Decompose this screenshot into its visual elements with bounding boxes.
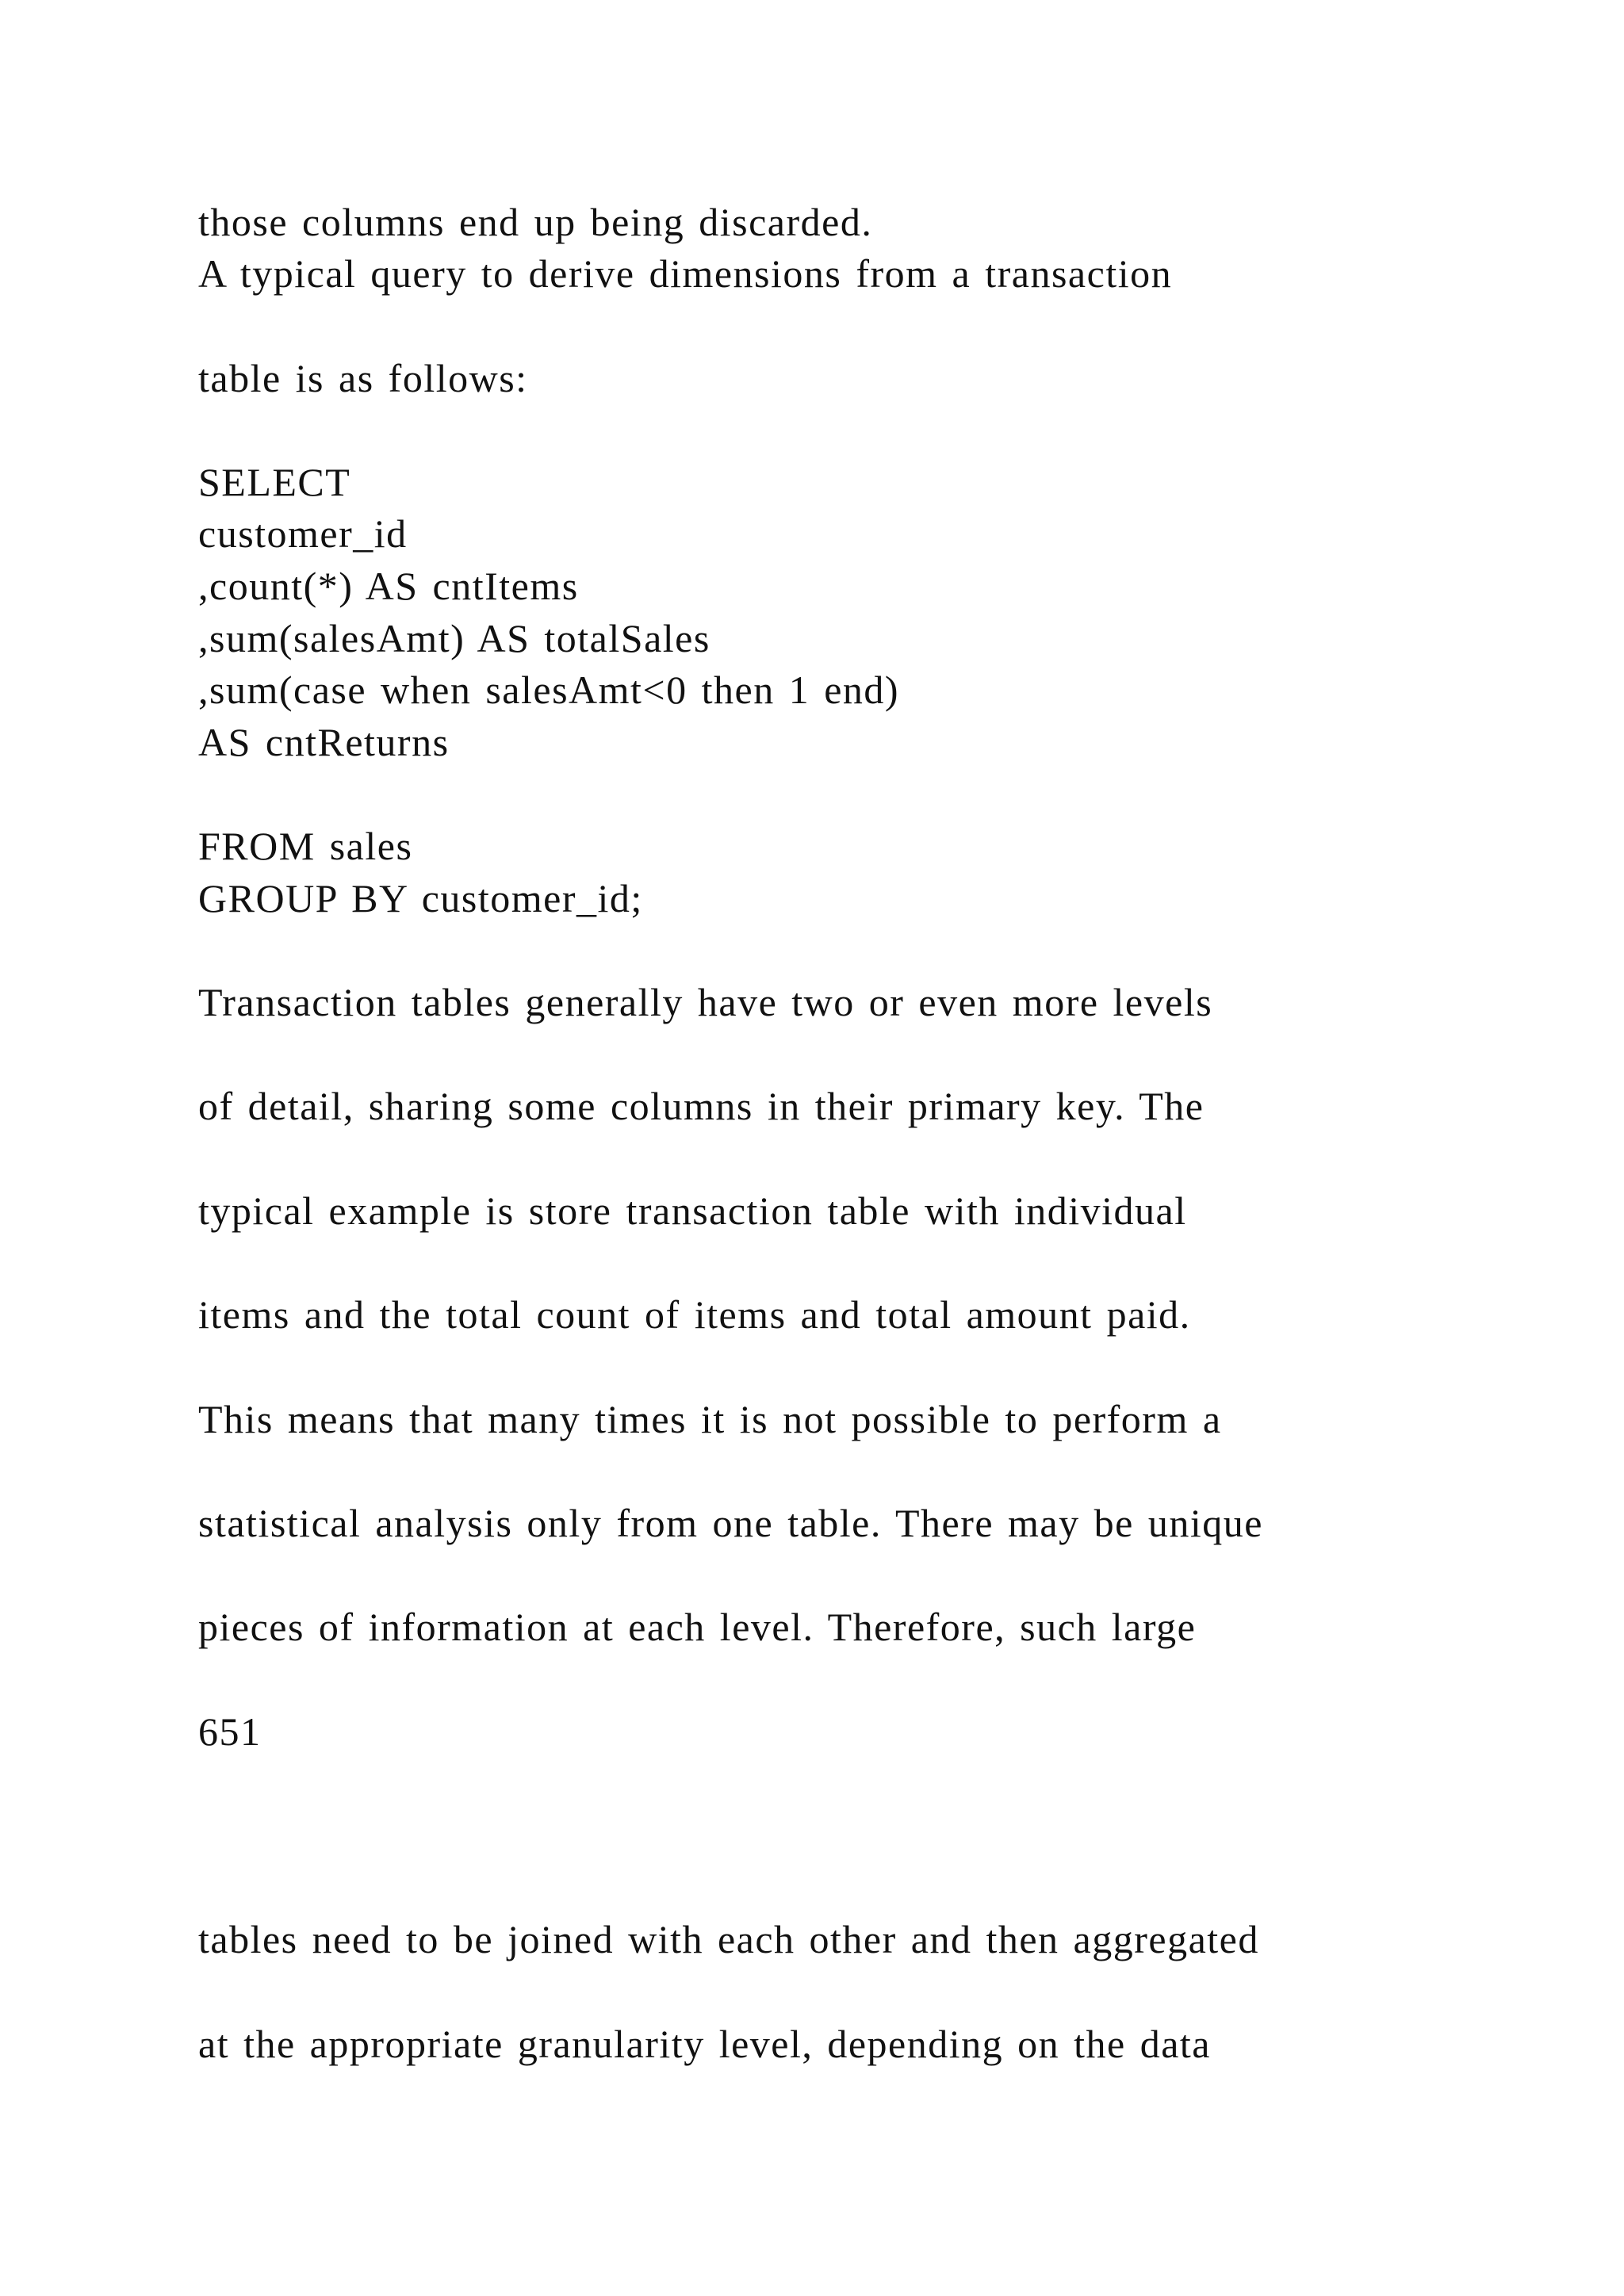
code-line: ,sum(case when salesAmt<0 then 1 end) (198, 668, 900, 712)
text-line: items and the total count of items and total amount paid. (198, 1292, 1191, 1337)
text-line: those columns end up being discarded. (198, 200, 873, 244)
text-line: Transaction tables generally have two or even more levels (198, 980, 1213, 1024)
code-line: SELECT (198, 460, 351, 504)
code-line: ,count(*) AS cntItems (198, 564, 579, 608)
page-number: 651 (198, 1709, 262, 1754)
code-line: AS cntReturns (198, 720, 450, 764)
text-line: This means that many times it is not possible to perform a (198, 1397, 1222, 1441)
text-line: table is as follows: (198, 356, 528, 400)
code-line: FROM sales (198, 824, 413, 868)
text-line: of detail, sharing some columns in their primary key. The (198, 1084, 1205, 1128)
text-line: A typical query to derive dimensions from a transaction (198, 251, 1173, 296)
text-line: statistical analysis only from one table. There may be unique (198, 1501, 1263, 1545)
code-line: GROUP BY customer_id; (198, 876, 643, 920)
code-line: customer_id (198, 511, 408, 556)
text-line: tables need to be joined with each other and then aggregated (198, 1917, 1259, 1961)
text-line: pieces of information at each level. Therefore, such large (198, 1605, 1197, 1649)
text-line: at the appropriate granularity level, depending on the data (198, 2022, 1211, 2066)
code-line: ,sum(salesAmt) AS totalSales (198, 616, 710, 660)
text-line: typical example is store transaction table with individual (198, 1188, 1187, 1233)
